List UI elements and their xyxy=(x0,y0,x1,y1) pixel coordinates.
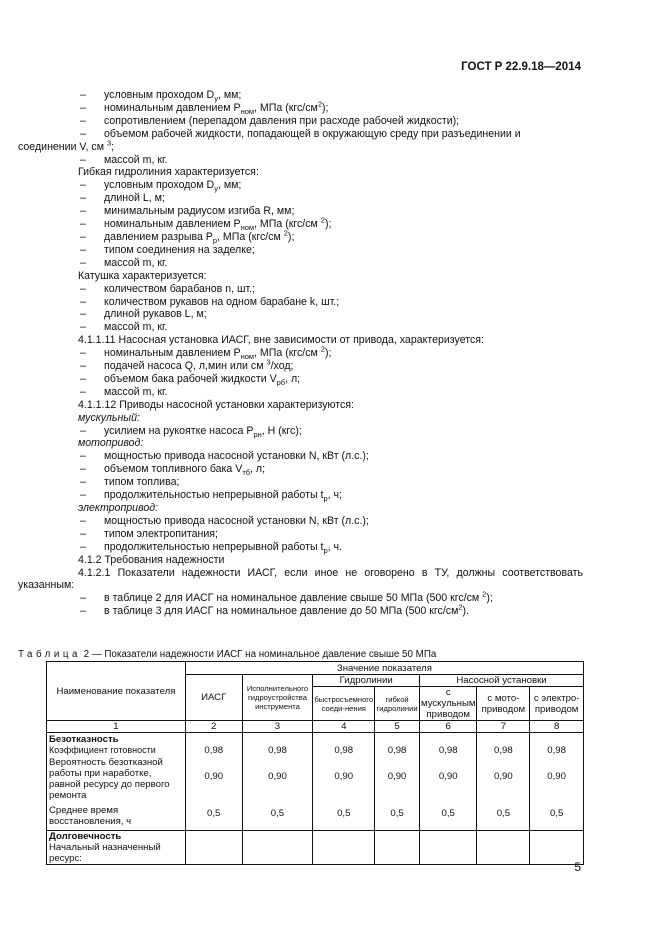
list-item-text: продолжительностью непрерывной работы $t_р$, ч; xyxy=(104,489,342,504)
value-r2v: 0,90 xyxy=(204,771,224,782)
list-item xyxy=(18,228,583,246)
dash-marker: – xyxy=(80,153,86,166)
list-item-text: объемом рабочей жидкости, попадающей в окружающую среду при разъединении и xyxy=(104,127,521,140)
dash-marker: – xyxy=(80,540,86,553)
dash-marker: – xyxy=(80,360,86,373)
value-r1v: 0,98 xyxy=(268,745,287,756)
list-item xyxy=(18,215,583,233)
list-item xyxy=(18,528,583,541)
header-indicator-name: Наименование показателя xyxy=(47,662,186,721)
drive-type-label: мотопривод: xyxy=(78,437,144,450)
paragraph-continuation: соединении V, см $^3$; xyxy=(18,138,115,153)
header-moto-drive: с мото-приводом xyxy=(477,687,530,721)
list-item xyxy=(18,450,583,463)
dash-marker: – xyxy=(80,192,86,205)
list-item-text: мощностью привода насосной установки N, кВт (л.с.); xyxy=(104,514,369,527)
column-number: 4 xyxy=(313,721,375,733)
list-item-text: продолжительностью непрерывной работы $t_р$, ч. xyxy=(104,540,342,555)
empty-cell xyxy=(477,831,530,865)
list-item-text: минимальным радиусом изгиба R, мм; xyxy=(104,205,295,218)
list-item-text: объемом бака рабочей жидкости $V_{рб}$, л; xyxy=(104,372,301,388)
column-number: 5 xyxy=(375,721,420,733)
value-r2v: 0,90 xyxy=(268,771,287,782)
dash-marker: – xyxy=(80,489,86,502)
list-item-text: в таблице 3 для ИАСГ на номинальное давление до 50 МПа (500 кгс/$см^2$). xyxy=(104,602,470,618)
drive-type-label: мускульный: xyxy=(78,411,140,424)
value-r3v: 0,5 xyxy=(496,808,511,819)
empty-cell xyxy=(313,831,375,865)
caption-text: 2 — Показатели надежности ИАСГ на номинальное давление свыше 50 МПа xyxy=(80,649,437,660)
caption-word: Таблица xyxy=(18,649,81,660)
header-quick-coupling: быстросъемного соеди-нения xyxy=(313,687,375,721)
header-iasg: ИАСГ xyxy=(185,675,242,721)
dash-marker: – xyxy=(80,295,86,308)
dash-marker: – xyxy=(80,514,86,527)
list-item xyxy=(18,476,583,489)
column-number: 2 xyxy=(185,721,242,733)
dash-marker: – xyxy=(80,308,86,321)
indicator-probability: Вероятность безотказной работы при наработке, равной ресурсу до первого ремонта xyxy=(49,757,170,801)
page-number: 5 xyxy=(574,860,581,874)
list-item xyxy=(18,99,583,117)
header-flex-hydroline: гибкой гидролинии xyxy=(375,687,420,721)
dash-marker: – xyxy=(80,230,86,243)
column-number: 1 xyxy=(47,721,186,733)
header-electro-drive: с электро-приводом xyxy=(530,687,584,721)
empty-cell xyxy=(185,831,242,865)
list-item xyxy=(18,589,583,605)
list-item-text: типом электропитания; xyxy=(104,527,218,540)
value-column xyxy=(185,733,242,831)
header-tool: Исполнительного гидроустройства инструмента xyxy=(242,675,313,721)
value-r1v: 0,98 xyxy=(494,745,513,756)
dash-marker: – xyxy=(80,592,86,605)
indicator-cell xyxy=(47,733,186,831)
table-caption xyxy=(18,649,436,660)
section-durability: Долговечность xyxy=(49,831,122,842)
list-item xyxy=(18,386,583,399)
list-item-text: давлением разрыва $Р_р$, МПа (кгс/см $^2$); xyxy=(104,228,295,246)
header-value-group: Значение показателя xyxy=(185,662,583,675)
list-item-text: в таблице 2 для ИАСГ на номинальное давление свыше 50 МПа (500 кгс/см $^2$); xyxy=(104,589,493,605)
dash-marker: – xyxy=(80,463,86,476)
paragraph: Катушка характеризуется: xyxy=(78,269,207,282)
list-item-text: объемом топливного бака $V_{тб}$, л; xyxy=(104,463,266,478)
value-r1v: 0,98 xyxy=(204,745,224,756)
list-item xyxy=(18,244,583,257)
list-item xyxy=(18,321,583,334)
document-header: ГОСТ Р 22.9.18—2014 xyxy=(461,61,581,73)
list-item xyxy=(18,515,583,528)
dash-marker: – xyxy=(80,347,86,360)
list-item-text: длиной L, м; xyxy=(104,192,165,205)
list-item-text: массой m, кг. xyxy=(104,321,168,334)
list-item-text: типом топлива; xyxy=(104,476,180,489)
paragraph-continuation: указанным: xyxy=(18,579,75,592)
list-item xyxy=(18,128,583,141)
list-item-text: массой m, кг. xyxy=(104,153,168,166)
list-item xyxy=(18,192,583,205)
list-item xyxy=(18,283,583,296)
paragraph: Гибкая гидролиния характеризуется: xyxy=(78,166,259,179)
list-item-text: длиной рукавов L, м; xyxy=(104,308,207,321)
value-r3v: 0,5 xyxy=(337,808,351,819)
column-number: 6 xyxy=(419,721,476,733)
dash-marker: – xyxy=(80,179,86,192)
value-r2v: 0,90 xyxy=(387,771,407,782)
list-item xyxy=(18,357,583,373)
list-item xyxy=(18,489,583,502)
dash-marker: – xyxy=(80,89,86,101)
list-item xyxy=(18,373,583,386)
value-r3v: 0,5 xyxy=(441,808,455,819)
list-item xyxy=(18,179,583,192)
value-r2v: 0,90 xyxy=(547,771,566,782)
list-item xyxy=(18,463,583,476)
value-r3v: 0,5 xyxy=(207,808,221,819)
dash-marker: – xyxy=(80,385,86,398)
list-item xyxy=(18,154,583,167)
dash-marker: – xyxy=(80,424,86,437)
list-item xyxy=(18,257,583,270)
indicator-availability: Коэффициент готовности xyxy=(49,745,156,755)
list-item xyxy=(18,344,583,362)
dash-marker: – xyxy=(80,218,86,231)
header-pump-group: Насосной установки xyxy=(419,675,583,687)
value-column xyxy=(375,733,420,831)
dash-marker: – xyxy=(80,256,86,269)
list-item-text: сопротивлением (перепадом давления при расходе рабочей жидкости); xyxy=(104,114,460,127)
section-reliability: Безотказность xyxy=(49,734,119,745)
header-hydroline-group: Гидролинии xyxy=(313,675,420,687)
drive-type-label: электропривод: xyxy=(78,502,159,514)
dash-marker: – xyxy=(80,282,86,295)
dash-marker: – xyxy=(80,372,86,385)
header-muscle-drive: с мускульным приводом xyxy=(420,687,476,720)
dash-marker: – xyxy=(80,321,86,334)
paragraph: 4.1.2.1 Показатели надежности ИАСГ, если иное не оговорено в ТУ, должны соответствовать xyxy=(78,566,583,579)
dash-marker: – xyxy=(80,527,86,540)
list-item-text: количеством барабанов n, шт.; xyxy=(104,282,256,295)
list-item xyxy=(18,308,583,321)
empty-cell xyxy=(375,831,420,865)
list-item-text: номинальным давлением $Р_{ном}$, МПа (кгс/см $^2$); xyxy=(104,215,332,233)
dash-marker: – xyxy=(80,476,86,489)
dash-marker: – xyxy=(80,205,86,218)
paragraph: 4.1.1.11 Насосная установка ИАСГ, вне зависимости от привода, характеризуется: xyxy=(78,334,484,347)
dash-marker: – xyxy=(80,101,86,114)
value-r1v: 0,98 xyxy=(438,745,458,756)
list-item xyxy=(18,115,583,128)
empty-cell xyxy=(242,831,313,865)
dash-marker: – xyxy=(80,114,86,127)
column-number-row xyxy=(47,721,584,733)
list-item xyxy=(18,205,583,218)
list-item-text: усилием на рукоятке насоса $Р_{рн}$, Н (кгс); xyxy=(104,424,302,439)
value-column xyxy=(242,733,313,831)
value-r3v: 0,5 xyxy=(390,808,404,819)
value-r1v: 0,98 xyxy=(387,745,407,756)
document-body xyxy=(18,89,583,618)
value-r3v: 0,5 xyxy=(270,808,285,819)
column-number: 7 xyxy=(477,721,530,733)
value-column xyxy=(313,733,375,831)
list-item xyxy=(18,425,583,438)
dash-marker: – xyxy=(80,127,86,140)
indicator-cell xyxy=(47,831,186,865)
paragraph: 4.1.1.12 Приводы насосной установки характеризуются: xyxy=(78,398,354,411)
dash-marker: – xyxy=(80,450,86,463)
value-r2v: 0,90 xyxy=(334,771,354,782)
column-number: 3 xyxy=(242,721,313,733)
list-item-text: массой m, кг. xyxy=(104,256,168,269)
list-item-text: массой m, кг. xyxy=(104,385,168,398)
list-item-text: количеством рукавов на одном барабане k, шт.; xyxy=(104,295,340,308)
empty-cell xyxy=(419,831,476,865)
list-item xyxy=(18,89,583,102)
value-r2v: 0,90 xyxy=(438,771,458,782)
list-item-text: мощностью привода насосной установки N, кВт (л.с.); xyxy=(104,450,369,463)
value-r2v: 0,90 xyxy=(494,771,513,782)
value-column xyxy=(419,733,476,831)
list-item xyxy=(18,541,583,554)
value-r1v: 0,98 xyxy=(547,745,566,756)
indicator-initial-resource: Начальный назначенный ресурс: xyxy=(49,842,161,864)
list-item xyxy=(18,296,583,309)
dash-marker: – xyxy=(80,243,86,256)
indicator-restore-time: Среднее время восстановления, ч xyxy=(49,805,132,827)
list-item-text: типом соединения на заделке; xyxy=(104,243,255,256)
list-item-text: условным проходом $D_у$, мм; xyxy=(104,89,242,104)
list-item-text: номинальным давлением $Р_{ном}$, МПа (кгс/см $^2$); xyxy=(104,344,332,362)
list-item xyxy=(18,602,583,618)
list-item-text: условным проходом $D_у$, мм; xyxy=(104,179,242,194)
column-number: 8 xyxy=(530,721,584,733)
reliability-table xyxy=(46,661,584,865)
value-r1v: 0,98 xyxy=(334,745,354,756)
dash-marker: – xyxy=(80,605,86,618)
value-r3v: 0,5 xyxy=(549,808,564,819)
list-item-text: подачей насоса Q, л,мин или см $^3$/ход; xyxy=(104,357,294,373)
paragraph: 4.1.2 Требования надежности xyxy=(78,553,225,566)
value-column xyxy=(477,733,530,831)
value-column xyxy=(530,733,584,831)
list-item-text: номинальным давлением $Р_{ном}$, МПа $(кгс/см^2)$; xyxy=(104,99,329,117)
